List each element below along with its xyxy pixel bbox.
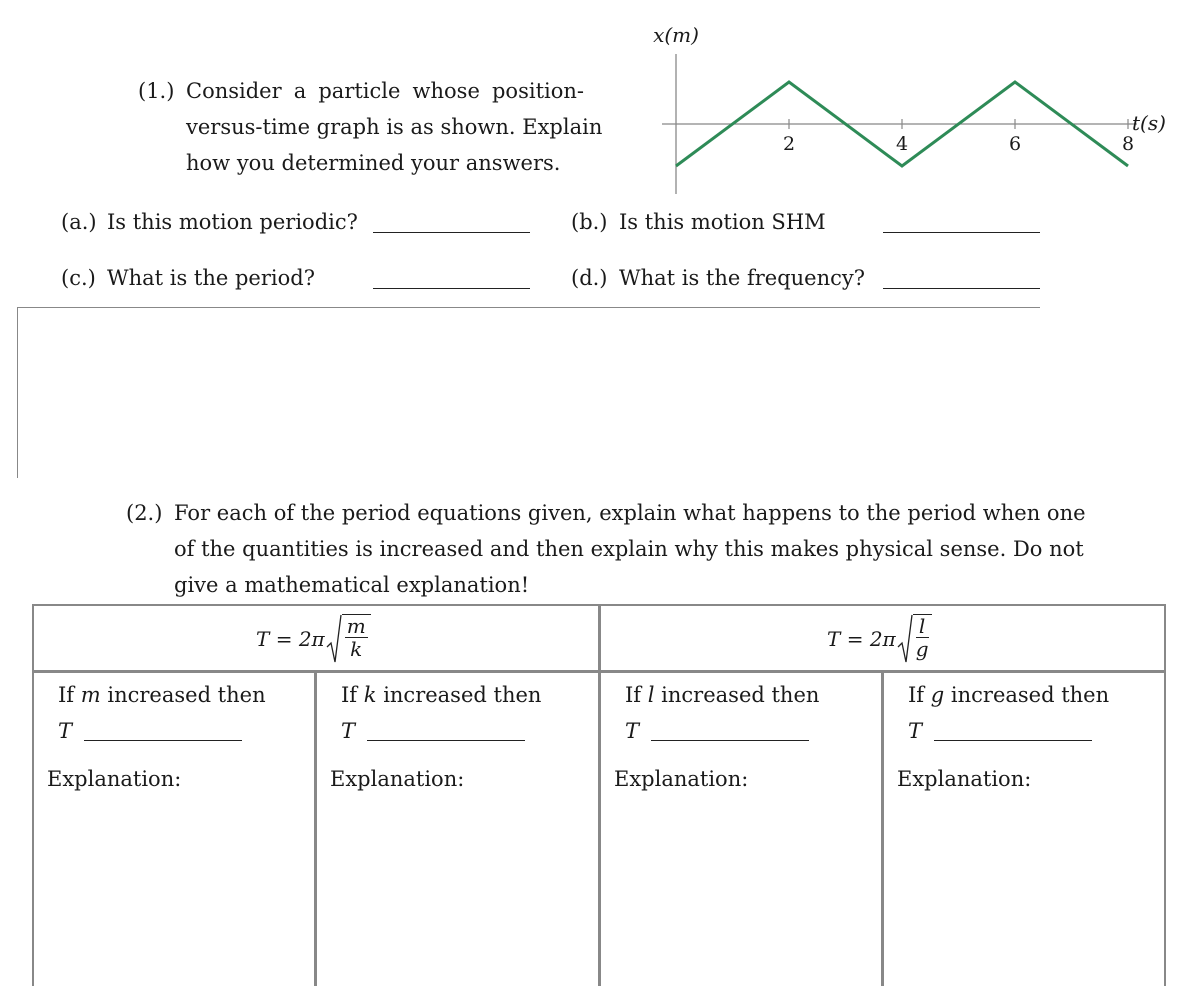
table-left-border [32, 604, 34, 986]
cell-k-suffix: increased then [383, 683, 542, 707]
cell-l-explanation-label: Explanation: [614, 767, 749, 791]
equation-spring-period [256, 609, 371, 669]
problem2-line-2: of the quantities is increased and then explain why this makes physical sense. Do not [174, 537, 1084, 561]
problem2-number: (2.) [126, 501, 163, 525]
table-right-border [1164, 604, 1166, 986]
cell-m-explanation-label: Explanation: [47, 767, 182, 791]
cell-m-variable: m [80, 683, 101, 707]
problem1-line-1: Consider a particle whose position- [186, 79, 584, 103]
cell-g-answer-var: T [908, 719, 923, 743]
cell-m-prefix: If [58, 683, 75, 707]
cell-l-prefix: If [625, 683, 642, 707]
cell-l-variable: l [647, 683, 655, 707]
question-b-text: Is this motion SHM [619, 210, 826, 234]
cell-m-suffix: increased then [107, 683, 266, 707]
equation-2-lhs: T = 2π [827, 627, 896, 651]
cell-g-explanation-label: Explanation: [897, 767, 1032, 791]
cell-l-explanation-area[interactable] [607, 800, 875, 980]
position-time-graph [640, 18, 1185, 203]
cell-k-answer-var: T [341, 719, 356, 743]
x-tick-label: 2 [782, 133, 796, 155]
cell-k-explanation-label: Explanation: [330, 767, 465, 791]
cell-k-explanation-area[interactable] [323, 800, 591, 980]
table-inner-border-left [314, 672, 317, 986]
radical-sign-icon [897, 613, 913, 665]
question-d-text: What is the frequency? [619, 266, 866, 290]
question-a-text: Is this motion periodic? [107, 210, 358, 234]
cell-m-explanation-area[interactable] [40, 800, 308, 980]
problem2-line-1: For each of the period equations given, explain what happens to the period when one [174, 501, 1086, 525]
problem2-line-3: give a mathematical explanation! [174, 573, 530, 597]
table-middle-border [598, 604, 601, 986]
equation-1-denominator: k [350, 637, 363, 661]
cell-m-answer-var: T [58, 719, 73, 743]
cell-g-suffix: increased then [950, 683, 1110, 707]
answer-blank-d[interactable] [883, 288, 1040, 289]
cell-g-variable: g [930, 683, 945, 707]
question-d-label: (d.) [571, 266, 608, 290]
cell-g-prefix: If [908, 683, 925, 707]
x-tick-label: 4 [895, 133, 909, 155]
cell-m-prompt [58, 677, 266, 713]
equation-1-fraction [342, 614, 371, 660]
cell-k-variable: k [363, 683, 377, 707]
cell-g-prompt [908, 677, 1109, 713]
problem1-number: (1.) [138, 79, 175, 103]
cell-l-prompt [625, 677, 819, 713]
answer-blank-b[interactable] [883, 232, 1040, 233]
cell-l-answer-blank[interactable] [651, 740, 809, 741]
answer-blank-c[interactable] [373, 288, 530, 289]
cell-l-suffix: increased then [661, 683, 820, 707]
equation-2-numerator: l [916, 615, 929, 638]
x-axis-label: t(s) [1132, 111, 1166, 135]
cell-m-answer-blank[interactable] [84, 740, 242, 741]
table-inner-border-right [881, 672, 884, 986]
equation-2-denominator: g [915, 637, 929, 661]
equation-1-numerator: m [346, 614, 366, 638]
cell-g-explanation-area[interactable] [890, 800, 1158, 980]
cell-k-prompt [341, 677, 541, 713]
problem1-line-2: versus-time graph is as shown. Explain [186, 115, 603, 139]
question-b-label: (b.) [571, 210, 608, 234]
cell-k-prefix: If [341, 683, 358, 707]
work-area-box[interactable] [17, 307, 1040, 478]
equation-pendulum-period [827, 609, 932, 669]
problem1-line-3: how you determined your answers. [186, 151, 561, 175]
question-c-text: What is the period? [107, 266, 315, 290]
cell-l-answer-var: T [625, 719, 640, 743]
question-c-label: (c.) [61, 266, 96, 290]
cell-g-answer-blank[interactable] [934, 740, 1092, 741]
y-axis-label: x(m) [653, 23, 699, 47]
answer-blank-a[interactable] [373, 232, 530, 233]
x-tick-label: 8 [1121, 133, 1135, 155]
equation-1-lhs: T = 2π [256, 627, 325, 651]
question-a-label: (a.) [61, 210, 97, 234]
x-tick-label: 6 [1008, 133, 1022, 155]
equation-2-fraction [913, 614, 932, 660]
cell-k-answer-blank[interactable] [367, 740, 525, 741]
radical-sign-icon [326, 613, 342, 665]
